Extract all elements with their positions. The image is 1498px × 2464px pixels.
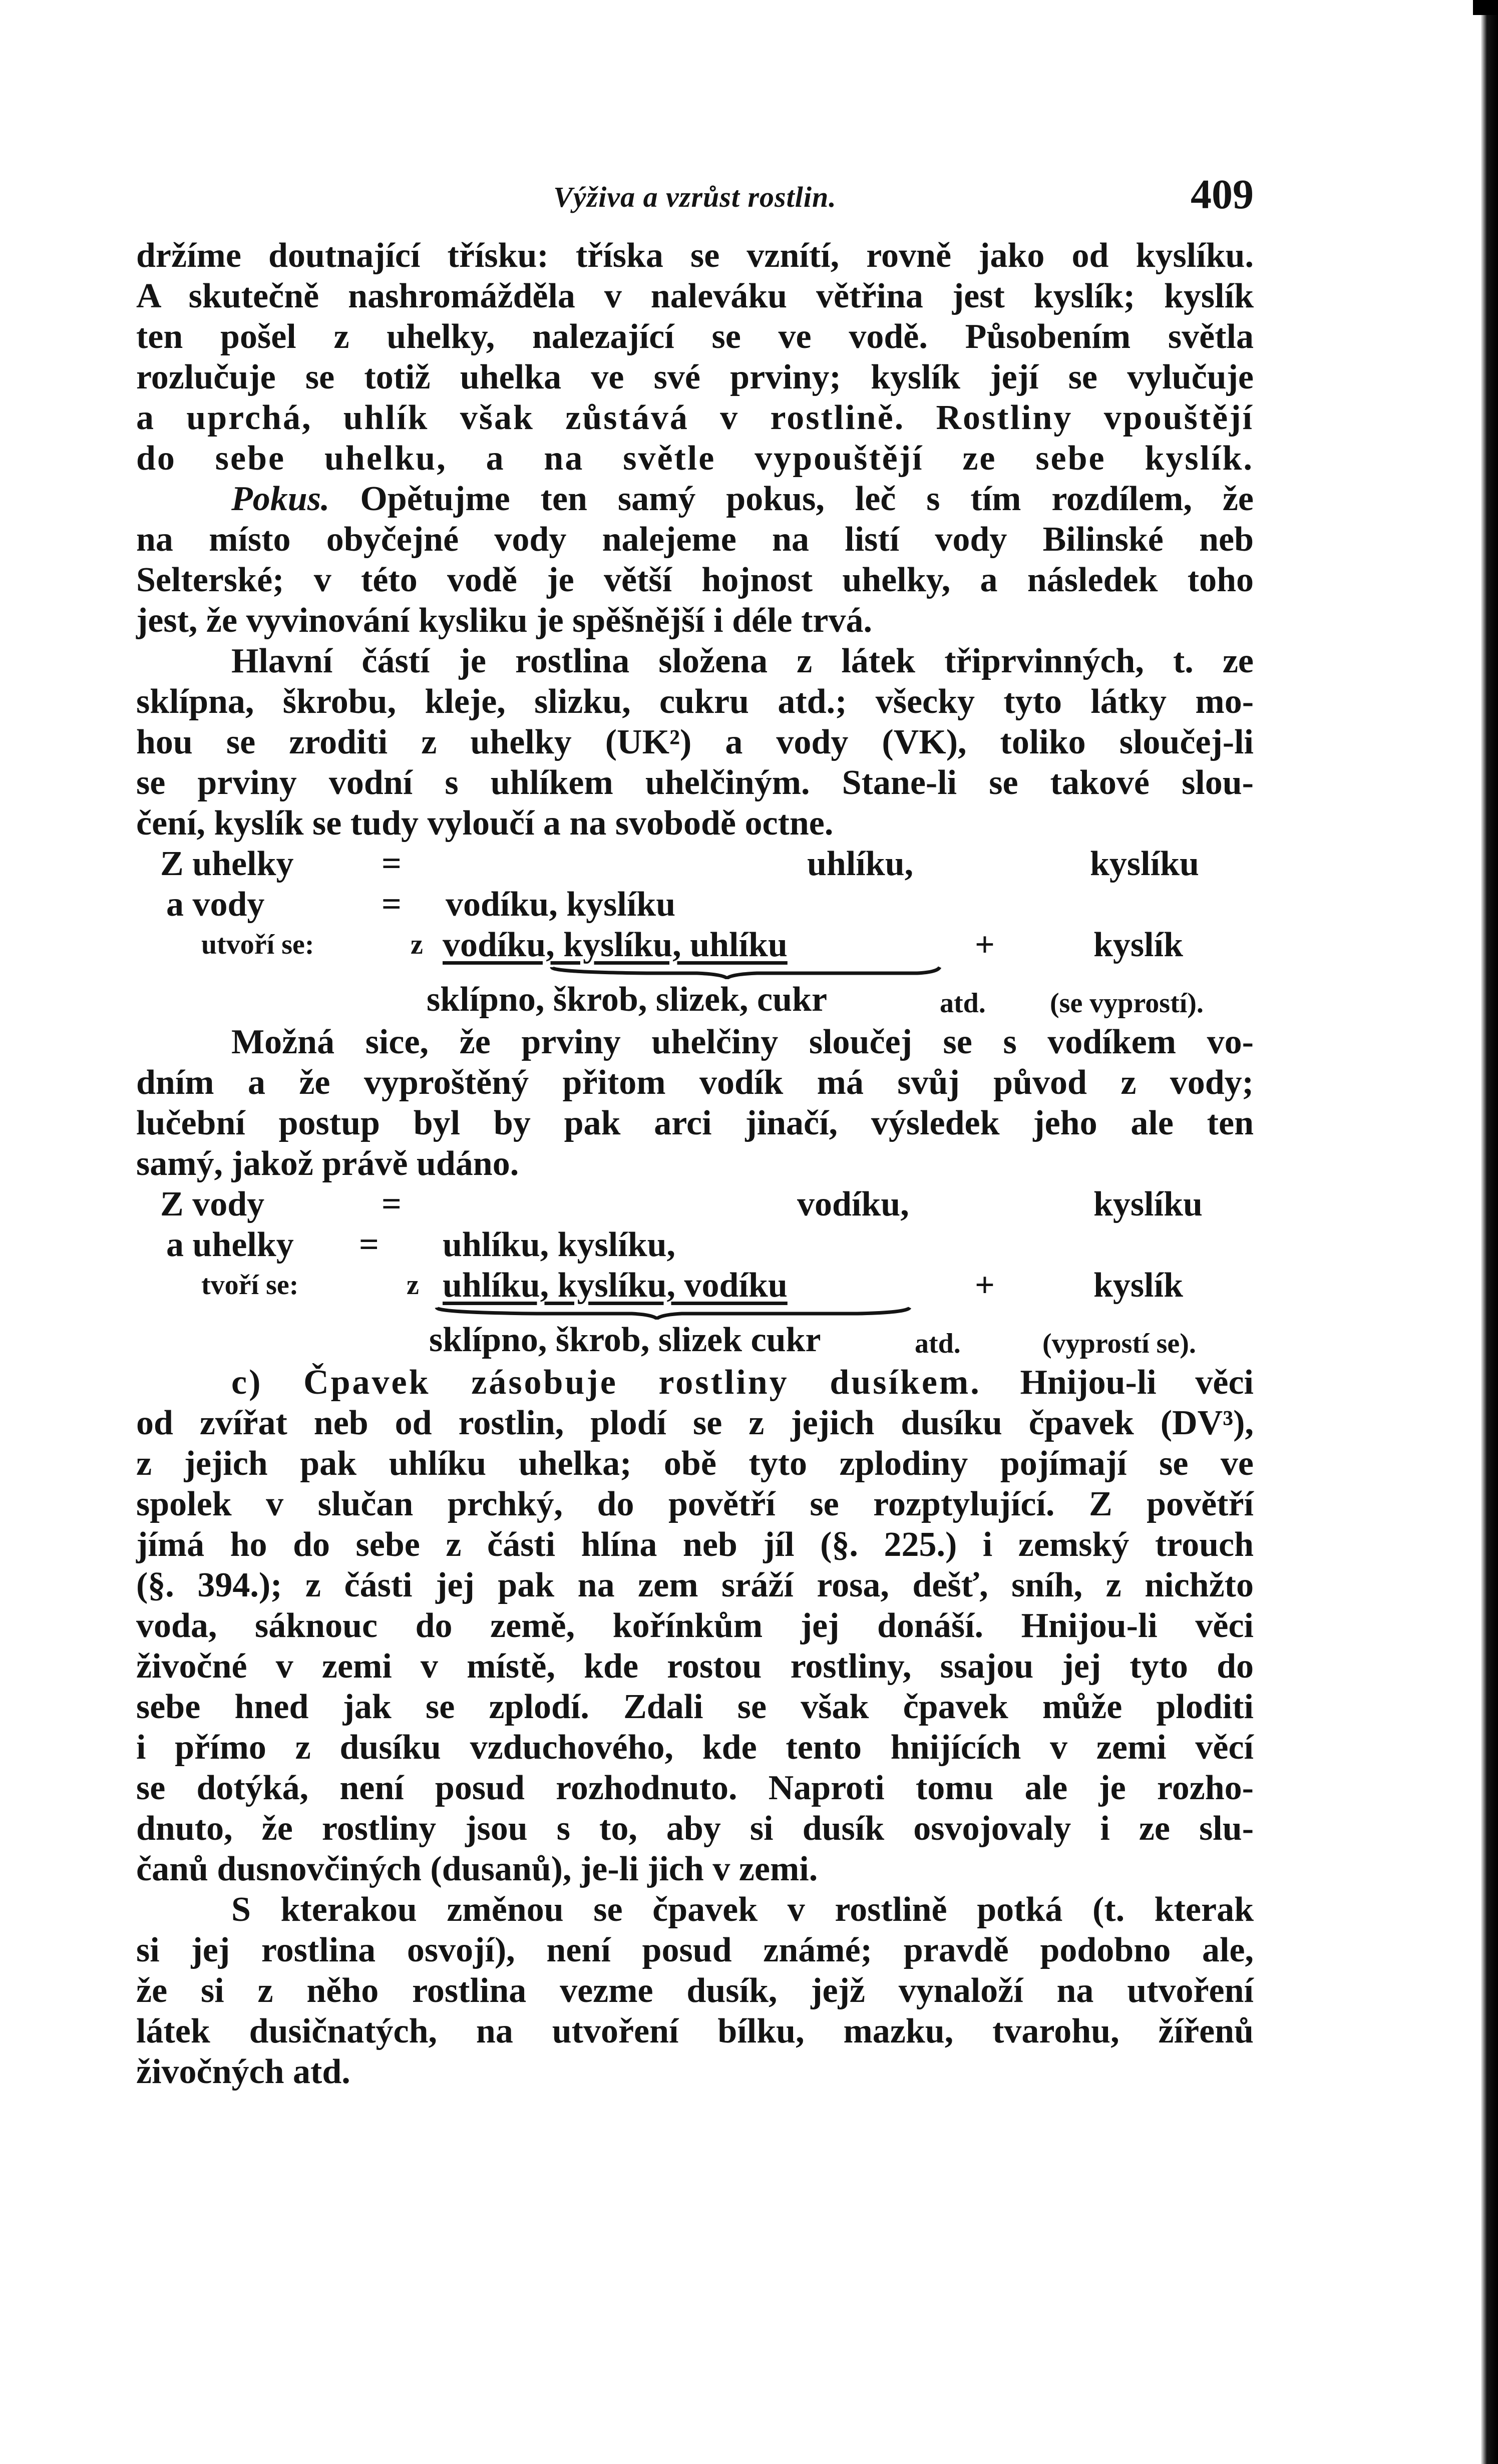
equation-cell: kyslík bbox=[1093, 1266, 1183, 1305]
text-span: S kterakou změnou se čpavek v rostlině potká (t. kterak bbox=[231, 1890, 1254, 1929]
equation-cell: kyslík bbox=[1093, 926, 1183, 964]
text-line: voda, sáknouc do země, kořínkům jej donáší. Hnijou-li věci bbox=[136, 1606, 1254, 1645]
equation-row bbox=[136, 1184, 1254, 1224]
equation-row bbox=[136, 979, 1254, 1020]
text-line: Selterské; v této vodě je větší hojnost uhelky, a následek toho bbox=[136, 561, 1254, 599]
equation-cell: a uhelky bbox=[166, 1225, 294, 1264]
paragraph-3 bbox=[136, 641, 1254, 844]
equation-cell: tvoří se: bbox=[201, 1270, 299, 1301]
equation-cell: sklípno, škrob, slizek, cukr bbox=[427, 980, 828, 1019]
text-line: od zvířat neb od rostlin, plodí se z jejich dusíku čpavek (DV³), bbox=[136, 1404, 1254, 1442]
equation-cell: (se vyprostí). bbox=[1050, 988, 1204, 1019]
page-number: 409 bbox=[1191, 171, 1254, 218]
equation-cell: z bbox=[411, 929, 423, 960]
equation-block-1 bbox=[136, 844, 1254, 1022]
text-line: lučební postup byl by pak arci jinačí, výsledek jeho ale ten bbox=[136, 1104, 1254, 1142]
text-line: živočné v zemi v místě, kde rostou rostliny, ssajou jej tyto do bbox=[136, 1647, 1254, 1686]
text-line: do sebe uhelku, a na světle vypouštějí ze sebe kyslík. bbox=[136, 439, 1254, 478]
text-line: na místo obyčejné vody nalejeme na listí vody Bilinské neb bbox=[136, 520, 1254, 559]
equation-cell: z bbox=[407, 1270, 419, 1301]
equation-block-2 bbox=[136, 1184, 1254, 1362]
text-line: si jej rostlina osvojí), není posud známé; pravdě podobno ale, bbox=[136, 1931, 1254, 1969]
text-line bbox=[136, 1362, 1254, 1403]
text-line: čanů dusnovčiných (dusanů), je-li jich v zemi. bbox=[136, 1850, 818, 1888]
equation-row bbox=[136, 1265, 1254, 1306]
underbrace-1 bbox=[136, 965, 1254, 979]
equation-cell: Z uhelky bbox=[160, 845, 294, 883]
text-line bbox=[136, 641, 1254, 681]
paragraph-4 bbox=[136, 1022, 1254, 1184]
equation-row bbox=[136, 925, 1254, 965]
text-line: živočných atd. bbox=[136, 2052, 350, 2091]
section-heading-c: c) Čpavek zásobuje rostliny dusíkem. bbox=[231, 1363, 981, 1402]
paragraph-6 bbox=[136, 1889, 1254, 2092]
plus-sign: + bbox=[975, 926, 995, 964]
text-line: že si z něho rostlina vezme dusík, jejž vynaloží na utvoření bbox=[136, 1971, 1254, 2010]
text-line: se prviny vodní s uhlíkem uhelčiným. Stane-li se takové slou- bbox=[136, 763, 1254, 802]
equation-row bbox=[136, 844, 1254, 884]
equation-row bbox=[136, 884, 1254, 925]
pokus-heading: Pokus. bbox=[231, 480, 330, 518]
text-line: držíme doutnající třísku: tříska se vznítí, rovně jako od kyslíku. bbox=[136, 236, 1254, 275]
body-text bbox=[136, 235, 1254, 2092]
text-line: dnuto, že rostliny jsou s to, aby si dusík osvojovaly i ze slu- bbox=[136, 1809, 1254, 1848]
text-line: jímá ho do sebe z části hlína neb jíl (§. 225.) i zemský trouch bbox=[136, 1525, 1254, 1564]
equation-cell: kyslíku bbox=[1090, 845, 1199, 883]
page-corner-shadow bbox=[1473, 0, 1498, 15]
equals-sign: = bbox=[382, 1185, 402, 1223]
text-line: sklípna, škrobu, kleje, slizku, cukru atd.; všecky tyto látky mo- bbox=[136, 682, 1254, 721]
equation-row bbox=[136, 1224, 1254, 1265]
equation-cell: Z vody bbox=[160, 1185, 265, 1223]
text-span: Možná sice, že prviny uhelčiny sloučej se s vodíkem vo- bbox=[231, 1023, 1254, 1061]
text-span: Hlavní částí je rostlina složena z látek třiprvinných, t. ze bbox=[231, 642, 1254, 680]
text-line: sebe hned jak se zplodí. Zdali se však čpavek může ploditi bbox=[136, 1688, 1254, 1726]
underlined-reactants: uhlíku, kyslíku, vodíku bbox=[443, 1266, 788, 1305]
text-span: Hnijou-li věci bbox=[1020, 1363, 1254, 1402]
equation-cell: (vyprostí se). bbox=[1042, 1328, 1196, 1359]
text-line: spolek v slučan prchký, do povětří se rozptylující. Z povětří bbox=[136, 1485, 1254, 1523]
book-page bbox=[136, 170, 1254, 2092]
text-line: a uprchá, uhlík však zůstává v rostlině. Rostliny vpouštějí bbox=[136, 398, 1254, 437]
equation-cell: sklípno, škrob, slizek cukr bbox=[429, 1321, 821, 1359]
equation-cell: utvoří se: bbox=[201, 929, 314, 960]
text-line bbox=[136, 1022, 1254, 1062]
text-line: ten pošel z uhelky, nalezající se ve vodě. Působením světla bbox=[136, 317, 1254, 356]
equation-cell: a vody bbox=[166, 885, 265, 924]
equation-cell: atd. bbox=[940, 988, 986, 1019]
equation-cell: vodíku, kyslíku bbox=[446, 885, 676, 924]
equation-cell: uhlíku, bbox=[807, 845, 914, 883]
equals-sign: = bbox=[359, 1225, 379, 1264]
text-span: Opětujme ten samý pokus, leč s tím rozdílem, že bbox=[360, 480, 1254, 518]
equation-cell: uhlíku, kyslíku, bbox=[443, 1225, 676, 1264]
equation-cell: vodíku, bbox=[797, 1185, 909, 1223]
text-line: A skutečně nashromážděla v naleváku větřina jest kyslík; kyslík bbox=[136, 277, 1254, 315]
text-line: rozlučuje se totiž uhelka ve své prviny; kyslík její se vylučuje bbox=[136, 358, 1254, 396]
equation-cell: kyslíku bbox=[1093, 1185, 1203, 1223]
equation-cell: atd. bbox=[915, 1328, 961, 1359]
text-line bbox=[136, 479, 1254, 519]
paragraph-5 bbox=[136, 1362, 1254, 1889]
plus-sign: + bbox=[975, 1266, 995, 1305]
text-line: látek dusičnatých, na utvoření bílku, mazku, tvarohu, žířenů bbox=[136, 2012, 1254, 2050]
text-line: z jejich pak uhlíku uhelka; obě tyto zplodiny pojímají se ve bbox=[136, 1444, 1254, 1483]
paragraph-1 bbox=[136, 235, 1254, 479]
text-line: samý, jakož právě udáno. bbox=[136, 1144, 519, 1183]
text-line: čení, kyslík se tudy vyloučí a na svobodě octne. bbox=[136, 804, 834, 843]
page-header bbox=[136, 170, 1254, 235]
text-line bbox=[136, 1889, 1254, 1930]
underlined-reactants: vodíku, kyslíku, uhlíku bbox=[443, 926, 788, 964]
text-line: i přímo z dusíku vzduchového, kde tento hnijících v zemi věcí bbox=[136, 1728, 1254, 1767]
text-line: se dotýká, není posud rozhodnuto. Naproti tomu ale je rozho- bbox=[136, 1769, 1254, 1807]
page-edge-shadow bbox=[1481, 0, 1498, 2464]
text-line: (§. 394.); z části jej pak na zem sráží rosa, dešť, sníh, z nichžto bbox=[136, 1566, 1254, 1604]
text-line: dním a že vyproštěný přitom vodík má svůj původ z vody; bbox=[136, 1063, 1254, 1102]
text-line: hou se zroditi z uhelky (UK²) a vody (VK), toliko sloučej-li bbox=[136, 723, 1254, 761]
underbrace-2 bbox=[136, 1306, 1254, 1320]
equals-sign: = bbox=[382, 845, 402, 883]
text-line: jest, že vyvinování kysliku je spěšnější i déle trvá. bbox=[136, 601, 872, 640]
paragraph-2 bbox=[136, 479, 1254, 641]
equation-row bbox=[136, 1320, 1254, 1360]
equals-sign: = bbox=[382, 885, 402, 924]
running-title: Výživa a vzrůst rostlin. bbox=[553, 181, 837, 213]
